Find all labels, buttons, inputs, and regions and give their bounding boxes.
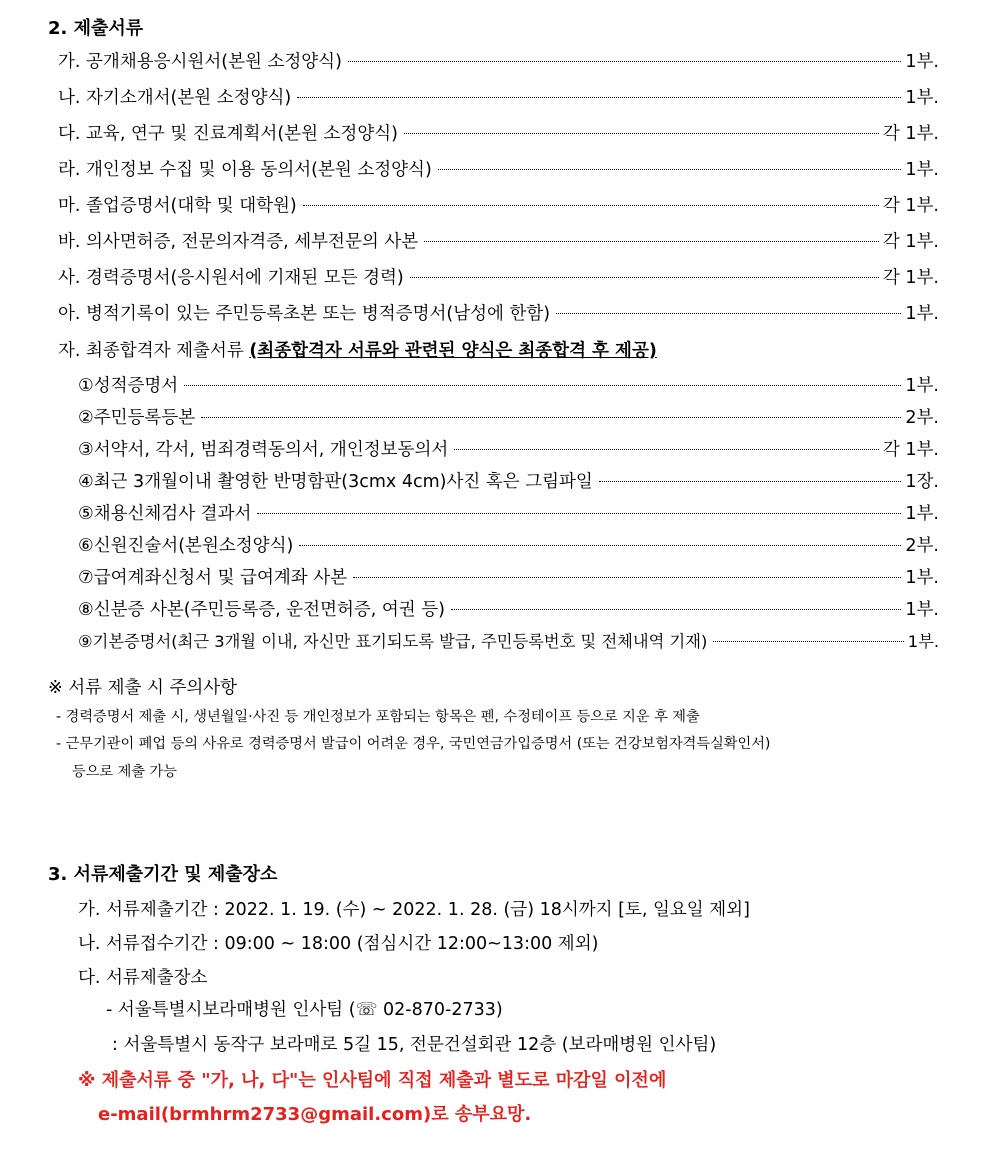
notes-heading: ※ 서류 제출 시 주의사항 xyxy=(48,678,238,698)
final-doc-label: ②주민등록등본 xyxy=(78,408,196,428)
final-doc-item xyxy=(78,404,939,429)
final-docs-label: 자. 최종합격자 제출서류 xyxy=(58,341,250,361)
doc-item-label: 사. 경력증명서(응시원서에 기재된 모든 경력) xyxy=(58,268,404,288)
leader-dots xyxy=(348,61,901,62)
doc-item-qty: 1부. xyxy=(905,52,939,72)
leader-dots xyxy=(201,417,901,418)
doc-item-qty: 각 1부. xyxy=(882,232,939,252)
doc-item-qty: 각 1부. xyxy=(882,268,939,288)
final-doc-item xyxy=(78,500,939,525)
note-line: - 경력증명서 제출 시, 생년월일·사진 등 개인정보가 포함되는 항목은 펜, 수정테이프 등으로 지운 후 제출 xyxy=(56,709,700,725)
final-docs-heading xyxy=(58,337,657,362)
doc-item xyxy=(58,156,939,181)
reception-hours: 나. 서류접수기간 : 09:00 ~ 18:00 (점심시간 12:00~13:00 제외) xyxy=(78,934,599,954)
doc-item-qty: 각 1부. xyxy=(882,124,939,144)
submission-place-contact: - 서울특별시보라매병원 인사팀 (☏ 02-870-2733) xyxy=(106,1000,503,1020)
submission-place-label: 다. 서류제출장소 xyxy=(78,968,208,988)
doc-item-qty: 1부. xyxy=(905,88,939,108)
section3-heading: 3. 서류제출기간 및 제출장소 xyxy=(48,864,278,885)
final-doc-item xyxy=(78,468,939,493)
doc-item-label: 라. 개인정보 수집 및 이용 동의서(본원 소정양식) xyxy=(58,160,432,180)
doc-item xyxy=(58,48,939,73)
doc-item-label: 다. 교육, 연구 및 진료계획서(본원 소정양식) xyxy=(58,124,398,144)
doc-item-label: 아. 병적기록이 있는 주민등록초본 또는 병적증명서(남성에 한함) xyxy=(58,304,551,324)
final-doc-item xyxy=(78,532,939,557)
leader-dots xyxy=(599,481,902,482)
doc-item xyxy=(58,228,939,253)
leader-dots xyxy=(297,97,901,98)
doc-item xyxy=(58,264,939,289)
final-doc-qty: 1장. xyxy=(905,472,939,492)
note-line: 등으로 제출 가능 xyxy=(72,764,177,780)
final-doc-qty: 2부. xyxy=(905,536,939,556)
leader-dots xyxy=(299,545,901,546)
leader-dots xyxy=(404,133,879,134)
section2-heading: 2. 제출서류 xyxy=(48,18,144,39)
final-doc-qty: 1부. xyxy=(905,568,939,588)
submission-place-address: : 서울특별시 동작구 보라매로 5길 15, 전문건설회관 12층 (보라매병원 인사팀) xyxy=(112,1035,717,1055)
final-doc-label: ⑤채용신체검사 결과서 xyxy=(78,504,252,524)
doc-item xyxy=(58,84,939,109)
doc-item-qty: 각 1부. xyxy=(882,196,939,216)
final-docs-emphasis: (최종합격자 서류와 관련된 양식은 최종합격 후 제공) xyxy=(249,341,657,361)
leader-dots xyxy=(353,577,901,578)
final-doc-label: ③서약서, 각서, 범죄경력동의서, 개인정보동의서 xyxy=(78,440,449,460)
leader-dots xyxy=(410,277,879,278)
leader-dots xyxy=(454,449,879,450)
doc-item-label: 가. 공개채용응시원서(본원 소정양식) xyxy=(58,52,342,72)
doc-item-qty: 1부. xyxy=(905,304,939,324)
final-doc-label: ⑨기본증명서(최근 3개월 이내, 자신만 표기되도록 발급, 주민등록번호 및 전체내역 기재) xyxy=(78,632,708,651)
leader-dots xyxy=(184,385,901,386)
final-doc-item xyxy=(78,596,939,621)
leader-dots xyxy=(713,641,903,642)
leader-dots xyxy=(438,169,902,170)
doc-item xyxy=(58,300,939,325)
leader-dots xyxy=(424,241,879,242)
final-doc-label: ⑥신원진술서(본원소정양식) xyxy=(78,536,294,556)
submission-period: 가. 서류제출기간 : 2022. 1. 19. (수) ~ 2022. 1. 28. (금) 18시까지 [토, 일요일 제외] xyxy=(78,900,750,920)
final-doc-item xyxy=(78,564,939,589)
doc-item xyxy=(58,120,939,145)
email-notice-address: e-mail(brmhrm2733@gmail.com)로 송부요망. xyxy=(98,1104,532,1125)
final-doc-label: ⑦급여계좌신청서 및 급여계좌 사본 xyxy=(78,568,348,588)
final-doc-qty: 1부. xyxy=(905,376,939,396)
email-notice: ※ 제출서류 중 "가, 나, 다"는 인사팀에 직접 제출과 별도로 마감일 이전에 xyxy=(78,1070,667,1091)
doc-item-label: 마. 졸업증명서(대학 및 대학원) xyxy=(58,196,297,216)
doc-item-qty: 1부. xyxy=(905,160,939,180)
leader-dots xyxy=(257,513,901,514)
leader-dots xyxy=(556,313,901,314)
leader-dots xyxy=(303,205,879,206)
final-doc-qty: 1부. xyxy=(905,600,939,620)
final-doc-item xyxy=(78,628,939,652)
leader-dots xyxy=(451,609,901,610)
final-doc-item xyxy=(78,372,939,397)
doc-item xyxy=(58,192,939,217)
final-doc-label: ④최근 3개월이내 촬영한 반명함판(3cmx 4cm)사진 혹은 그림파일 xyxy=(78,472,593,492)
note-line: - 근무기관이 폐업 등의 사유로 경력증명서 발급이 어려운 경우, 국민연금가입증명서 (또는 건강보험자격득실확인서) xyxy=(56,736,771,752)
doc-item-label: 나. 자기소개서(본원 소정양식) xyxy=(58,88,292,108)
final-doc-qty: 1부. xyxy=(907,632,939,651)
final-doc-qty: 2부. xyxy=(905,408,939,428)
final-doc-item xyxy=(78,436,939,461)
doc-item-label: 바. 의사면허증, 전문의자격증, 세부전문의 사본 xyxy=(58,232,419,252)
final-doc-qty: 1부. xyxy=(905,504,939,524)
final-doc-label: ①성적증명서 xyxy=(78,376,179,396)
final-doc-label: ⑧신분증 사본(주민등록증, 운전면허증, 여권 등) xyxy=(78,600,446,620)
final-doc-qty: 각 1부. xyxy=(882,440,939,460)
